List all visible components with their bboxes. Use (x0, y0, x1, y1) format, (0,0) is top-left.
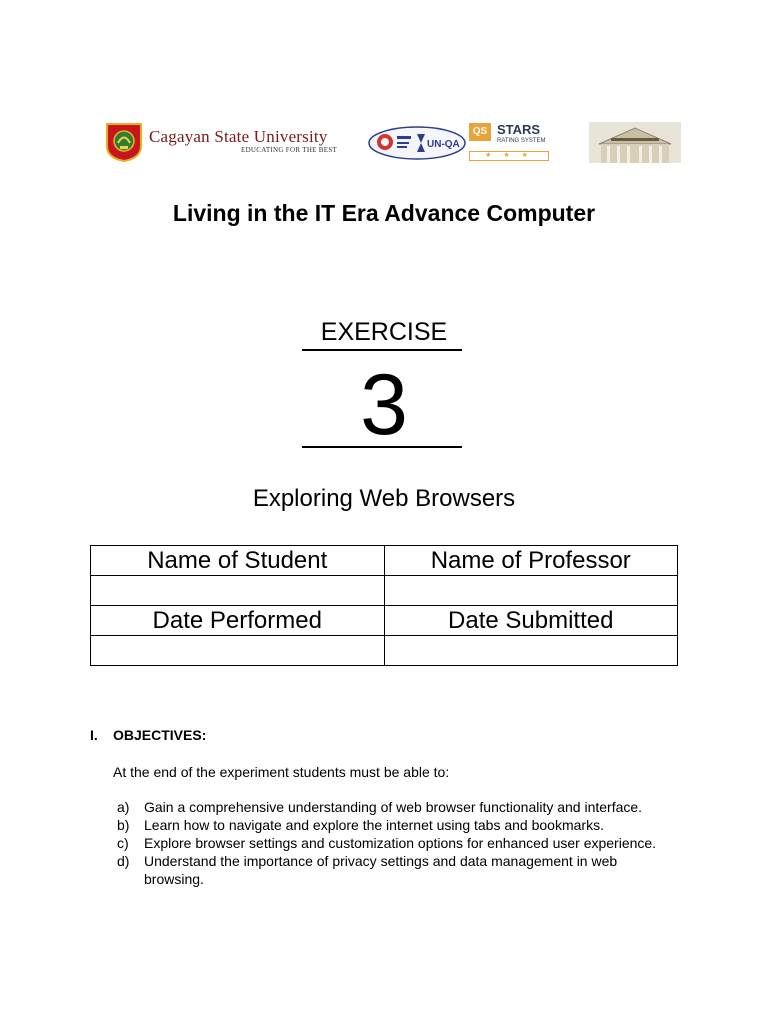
list-item-text: Understand the importance of privacy settings and data management in web browsing. (144, 853, 618, 887)
exercise-rule-bottom (302, 446, 462, 448)
section-number: I. (90, 727, 98, 743)
list-item-text: Gain a comprehensive understanding of web browser functionality and interface. (144, 799, 643, 815)
exercise-number: 3 (360, 357, 408, 453)
date-submitted-header: Date Submitted (384, 606, 678, 636)
list-marker: a) (117, 799, 130, 815)
university-motto: EDUCATING FOR THE BEST (241, 146, 338, 154)
table-row (91, 576, 678, 606)
name-of-student-field[interactable] (91, 576, 385, 606)
accreditation-logos-icon (367, 124, 467, 162)
list-item (113, 798, 668, 816)
qs-stars-rating (469, 122, 549, 162)
exercise-rule-top (302, 349, 462, 351)
stars-subtitle: RATING SYSTEM (497, 138, 546, 144)
header-banner (105, 122, 681, 163)
objectives-intro: At the end of the experiment students must be able to: (113, 764, 450, 780)
section-title: OBJECTIVES: (113, 727, 207, 743)
objectives-heading (90, 727, 206, 743)
document-title: Living in the IT Era Advance Computer (172, 200, 596, 226)
name-of-student-header: Name of Student (91, 546, 385, 576)
student-info-table (90, 545, 678, 666)
name-of-professor-header: Name of Professor (384, 546, 678, 576)
date-performed-field[interactable] (91, 636, 385, 666)
list-item (113, 816, 668, 834)
list-item (113, 834, 668, 852)
name-of-professor-field[interactable] (384, 576, 678, 606)
list-item (113, 852, 668, 888)
accreditation-badge-text: UN-QA (427, 139, 460, 150)
date-performed-header: Date Performed (91, 606, 385, 636)
objectives-list (113, 798, 668, 888)
list-item-text: Explore browser settings and customization options for enhanced user experience. (144, 835, 657, 851)
list-item-text: Learn how to navigate and explore the internet using tabs and bookmarks. (144, 817, 604, 833)
list-marker: c) (117, 835, 129, 851)
table-row (91, 606, 678, 636)
university-seal-icon (105, 122, 143, 162)
university-name: Cagayan State University (149, 127, 328, 146)
date-submitted-field[interactable] (384, 636, 678, 666)
list-marker: d) (117, 853, 130, 869)
stars-rating-bar: ★ ★ ★ (469, 151, 549, 161)
exercise-label: EXERCISE (320, 318, 448, 346)
stars-title: STARS (497, 122, 541, 137)
qs-logo: QS (469, 123, 491, 141)
table-row (91, 636, 678, 666)
exercise-subtitle: Exploring Web Browsers (252, 485, 516, 512)
university-building-icon (589, 122, 681, 163)
list-marker: b) (117, 817, 130, 833)
table-row (91, 546, 678, 576)
